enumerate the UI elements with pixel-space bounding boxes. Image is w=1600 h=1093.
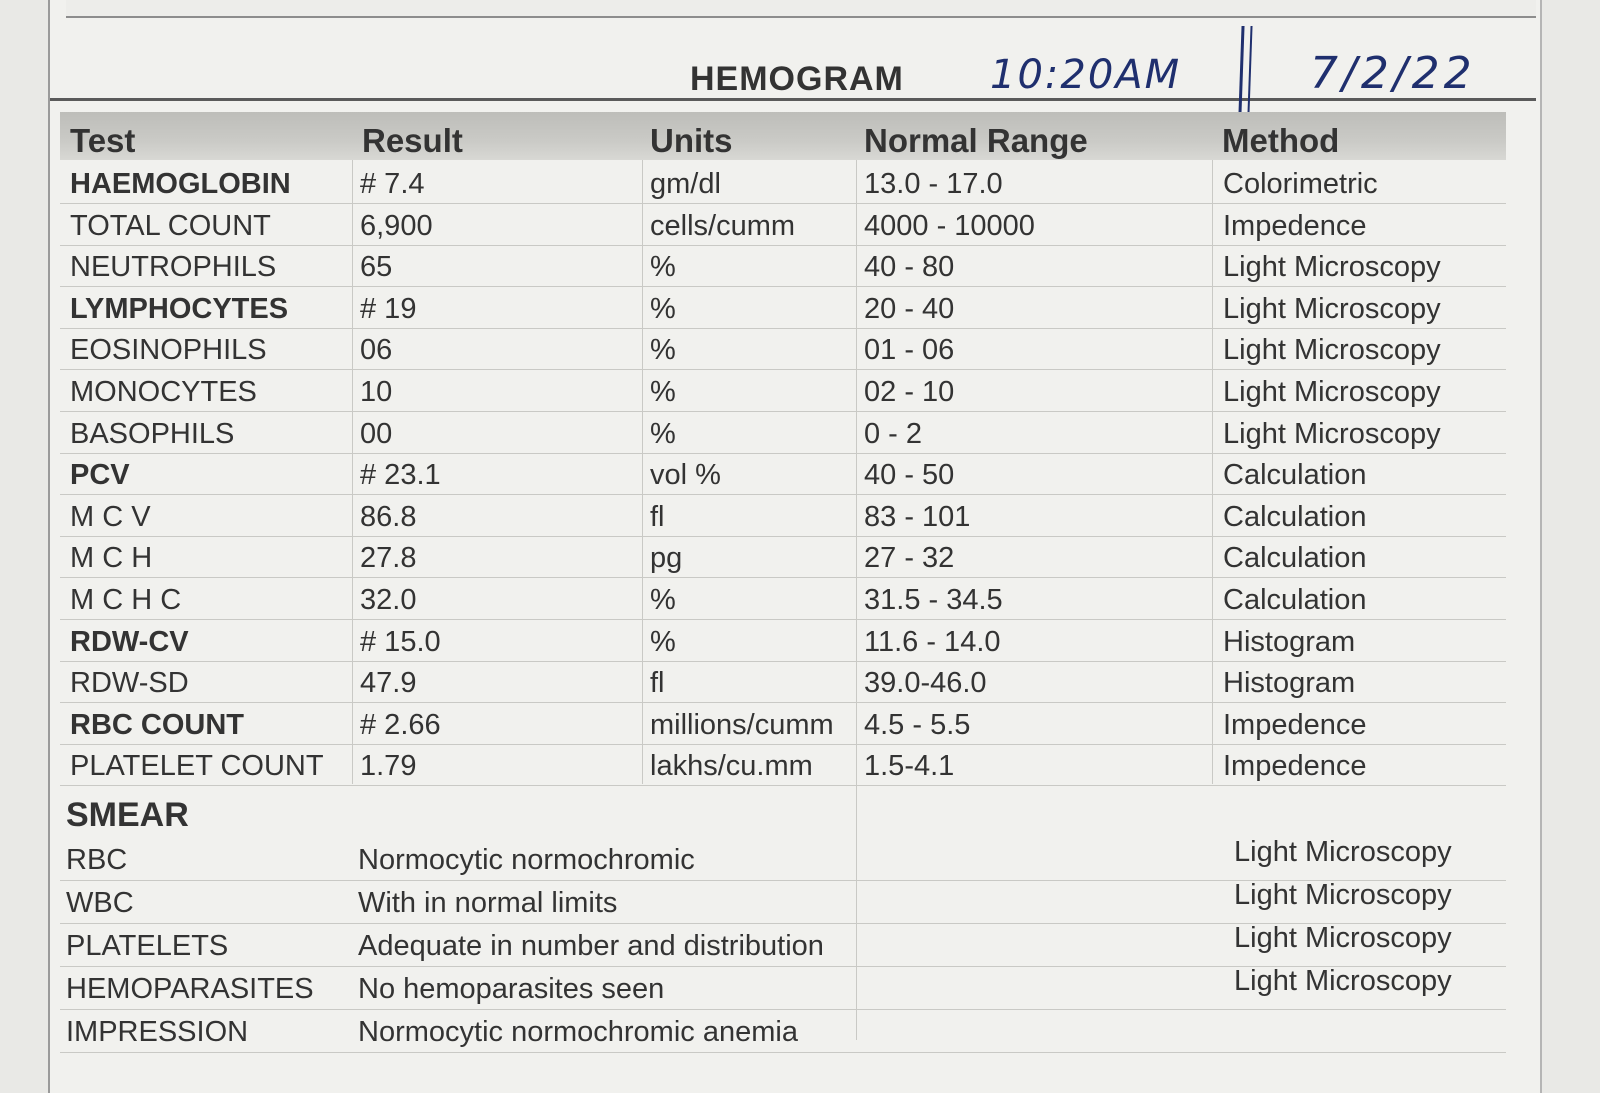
test-units: fl	[650, 667, 665, 700]
handwritten-date: 7/2/22	[1310, 48, 1476, 99]
test-units: lakhs/cu.mm	[650, 750, 813, 783]
test-normal-range: 20 - 40	[864, 292, 955, 325]
test-name: TOTAL COUNT	[70, 209, 271, 242]
test-result: 65	[360, 251, 393, 284]
report-title: HEMOGRAM	[690, 60, 904, 98]
table-row	[60, 245, 1506, 287]
table-row	[60, 703, 1506, 745]
table-row	[60, 744, 1506, 786]
test-normal-range: 39.0-46.0	[864, 667, 987, 700]
test-normal-range: 40 - 80	[864, 251, 955, 284]
table-row	[60, 162, 1506, 204]
test-name: HAEMOGLOBIN	[70, 168, 291, 200]
header-test: Test	[70, 122, 136, 159]
test-result: 6,900	[360, 209, 433, 242]
header-result: Result	[362, 122, 463, 159]
test-normal-range: 1.5-4.1	[864, 750, 955, 783]
test-name: BASOPHILS	[70, 417, 235, 450]
test-name: M C V	[70, 500, 151, 533]
smear-test-name: WBC	[66, 887, 134, 919]
test-method: Histogram	[1223, 667, 1356, 700]
test-units: gm/dl	[650, 168, 721, 200]
test-result: 00	[360, 417, 393, 450]
test-method: Light Microscopy	[1223, 417, 1441, 450]
test-units: pg	[650, 542, 683, 575]
test-name: PLATELET COUNT	[70, 750, 324, 783]
test-method: Calculation	[1223, 584, 1367, 616]
test-result: 10	[360, 376, 393, 408]
test-name: EOSINOPHILS	[70, 334, 267, 367]
test-name: M C H	[70, 542, 153, 575]
test-normal-range: 11.6 - 14.0	[864, 625, 1001, 658]
handwritten-time: 10:20AM	[990, 52, 1182, 98]
test-result: 1.79	[360, 750, 417, 783]
test-method: Impedence	[1223, 750, 1367, 783]
handwritten-divider	[1238, 26, 1252, 114]
column-divider	[1212, 160, 1213, 784]
column-divider	[642, 160, 643, 784]
test-units: vol %	[650, 459, 721, 492]
test-result: # 15.0	[360, 625, 441, 658]
smear-result: Adequate in number and distribution	[358, 930, 824, 962]
test-name: RDW-CV	[70, 625, 189, 658]
test-name: MONOCYTES	[70, 376, 257, 408]
smear-test-name: IMPRESSION	[66, 1016, 249, 1048]
test-units: %	[650, 625, 676, 658]
test-name: RDW-SD	[70, 667, 189, 700]
test-normal-range: 0 - 2	[864, 417, 923, 450]
header-units: Units	[650, 122, 733, 159]
test-name: NEUTROPHILS	[70, 251, 277, 284]
smear-row	[60, 838, 1506, 881]
table-row	[60, 661, 1506, 703]
table-row	[60, 328, 1506, 370]
smear-method: Light Microscopy	[1234, 879, 1452, 911]
test-name: PCV	[70, 459, 130, 492]
test-result: 32.0	[360, 584, 417, 616]
smear-method: Light Microscopy	[1234, 922, 1452, 954]
smear-result: No hemoparasites seen	[358, 973, 665, 1005]
test-units: %	[650, 334, 676, 367]
test-method: Light Microscopy	[1223, 251, 1441, 284]
table-row	[60, 370, 1506, 412]
smear-result: Normocytic normochromic anemia	[358, 1016, 798, 1048]
test-units: %	[650, 584, 676, 616]
test-normal-range: 13.0 - 17.0	[864, 168, 1003, 200]
test-result: # 23.1	[360, 459, 441, 492]
table-row	[60, 578, 1506, 620]
smear-method: Light Microscopy	[1234, 965, 1452, 997]
report-header	[50, 18, 1536, 101]
test-units: fl	[650, 500, 665, 533]
test-method: Histogram	[1223, 625, 1356, 658]
smear-result: Normocytic normochromic	[358, 844, 695, 876]
test-normal-range: 40 - 50	[864, 459, 955, 492]
table-row	[60, 287, 1506, 329]
smear-test-name: RBC	[66, 844, 128, 876]
smear-test-name: HEMOPARASITES	[66, 973, 314, 1005]
table-row	[60, 620, 1506, 662]
test-method: Impedence	[1223, 708, 1367, 741]
test-units: %	[650, 251, 676, 284]
test-normal-range: 02 - 10	[864, 376, 955, 408]
table-header-row	[60, 112, 1506, 160]
test-units: %	[650, 292, 676, 325]
test-normal-range: 31.5 - 34.5	[864, 584, 1003, 616]
test-method: Impedence	[1223, 209, 1367, 242]
test-result: 06	[360, 334, 393, 367]
test-units: millions/cumm	[650, 708, 834, 741]
test-method: Calculation	[1223, 500, 1367, 533]
table-row	[60, 412, 1506, 454]
test-name: RBC COUNT	[70, 708, 244, 741]
header-method: Method	[1222, 122, 1340, 159]
table-row	[60, 536, 1506, 578]
table-row	[60, 453, 1506, 495]
test-method: Light Microscopy	[1223, 334, 1441, 367]
test-method: Calculation	[1223, 459, 1367, 492]
table-row	[60, 204, 1506, 246]
test-result: 27.8	[360, 542, 417, 575]
test-normal-range: 83 - 101	[864, 500, 971, 533]
test-normal-range: 4000 - 10000	[864, 209, 1035, 242]
header-normal-range: Normal Range	[864, 122, 1088, 159]
test-units: cells/cumm	[650, 209, 796, 242]
test-method: Light Microscopy	[1223, 292, 1441, 325]
top-border-strip	[66, 0, 1536, 18]
test-method: Colorimetric	[1223, 168, 1378, 200]
column-divider	[352, 160, 353, 784]
test-result: # 7.4	[360, 168, 425, 200]
test-result: # 2.66	[360, 708, 441, 741]
test-method: Light Microscopy	[1223, 376, 1441, 408]
test-name: LYMPHOCYTES	[70, 292, 289, 325]
smear-row	[60, 1010, 1506, 1053]
smear-test-name: PLATELETS	[66, 930, 229, 962]
table-row	[60, 495, 1506, 537]
test-normal-range: 01 - 06	[864, 334, 955, 367]
test-result: # 19	[360, 292, 417, 325]
test-name: M C H C	[70, 584, 182, 616]
smear-result: With in normal limits	[358, 887, 618, 919]
test-method: Calculation	[1223, 542, 1367, 575]
smear-section-title: SMEAR	[66, 796, 189, 834]
test-units: %	[650, 417, 676, 450]
test-units: %	[650, 376, 676, 408]
test-normal-range: 4.5 - 5.5	[864, 708, 971, 741]
smear-row	[60, 967, 1506, 1010]
smear-row	[60, 881, 1506, 924]
smear-row	[60, 924, 1506, 967]
test-normal-range: 27 - 32	[864, 542, 955, 575]
smear-method: Light Microscopy	[1234, 836, 1452, 868]
test-result: 86.8	[360, 500, 417, 533]
test-result: 47.9	[360, 667, 417, 700]
